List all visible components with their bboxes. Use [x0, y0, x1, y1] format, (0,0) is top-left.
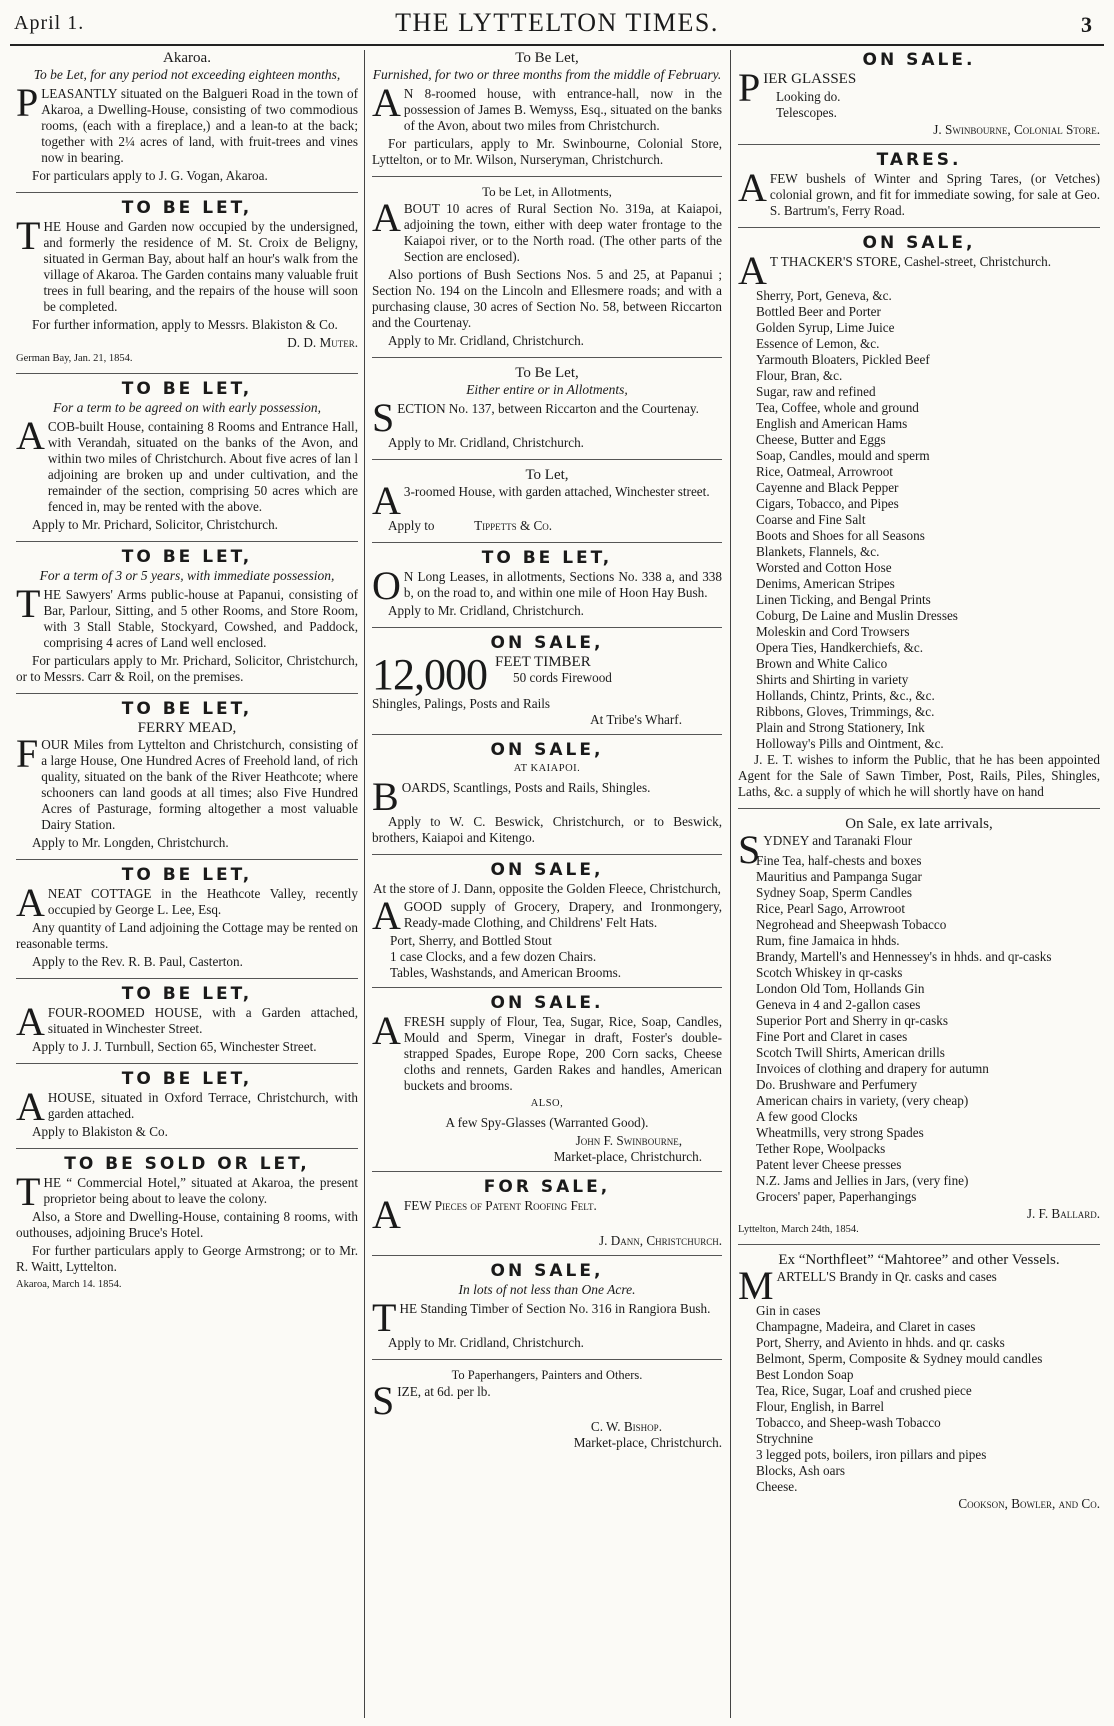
- ad-signature: J. Swinbourne, Colonial Store.: [933, 122, 1100, 137]
- list-item: Golden Syrup, Lime Juice: [756, 320, 895, 335]
- list-item: Belmont, Sperm, Composite & Sydney mould candles: [756, 1351, 1043, 1366]
- ad-sawyers-arms: [16, 549, 358, 694]
- list-item: Port, Sherry, and Bottled Stout: [390, 933, 552, 948]
- list-item: Tea, Rice, Sugar, Loaf and crushed piece: [756, 1383, 972, 1398]
- timber-line: FEET TIMBER: [495, 654, 591, 670]
- ad-subheading: Either entire or in Allotments,: [466, 382, 628, 397]
- list-item: Tea, Coffee, whole and ground: [756, 400, 919, 415]
- ad-roofing-felt: [372, 1179, 722, 1256]
- list-item: Geneva in 4 and 2-gallon cases: [756, 997, 921, 1012]
- list-item: Scotch Twill Shirts, American drills: [756, 1045, 945, 1060]
- list-item: London Old Tom, Hollands Gin: [756, 981, 925, 996]
- ad-apply: For particulars apply to J. G. Vogan, Akaroa.: [32, 168, 268, 183]
- ad-heading: To Let,: [525, 467, 569, 483]
- ad-heading: ON SALE,: [862, 233, 976, 253]
- drop-cap: M: [738, 1263, 774, 1308]
- ad-note: J. E. T. wishes to inform the Public, that he has been appointed Agent for the Sale of Sawn Timber, Post, Rails, Piles, Shingles, Laths, &c. a supply of which he will shortly have on hand: [738, 752, 1100, 799]
- ad-section-137: [372, 365, 722, 460]
- ad-signature: Cookson, Bowler, and Co.: [958, 1496, 1100, 1511]
- list-item: Brandy, Martell's and Hennessey's in hhds. and qr-casks: [756, 949, 1052, 964]
- ad-signature: J. F. Ballard.: [1026, 1206, 1100, 1221]
- list-item: Tobacco, and Sheep-wash Tobacco: [756, 1415, 941, 1430]
- drop-cap: A: [372, 1192, 401, 1237]
- list-item: Tables, Washstands, and American Brooms.: [390, 965, 622, 980]
- ad-heading: Ex “Northfleet” “Mahtoree” and other Vessels.: [778, 1252, 1060, 1268]
- ad-heading: To be Let, in Allotments,: [482, 184, 612, 199]
- ad-akaroa: [16, 50, 358, 193]
- list-item: Rum, fine Jamaica in hhds.: [756, 933, 900, 948]
- drop-cap: O: [372, 563, 401, 608]
- ad-body: ECTION No. 137, between Riccarton and the Courtenay.: [397, 401, 699, 416]
- ad-heading: FOR SALE,: [483, 1177, 611, 1197]
- item-list: [372, 933, 722, 981]
- ad-rangiora: [372, 1263, 722, 1360]
- drop-cap: B: [372, 774, 399, 819]
- column-divider: [364, 50, 365, 1718]
- newspaper-title: THE LYTTELTON TIMES.: [395, 8, 719, 37]
- list-item: Wheatmills, very strong Spades: [756, 1125, 924, 1140]
- ad-heading: TARES.: [876, 150, 962, 170]
- ad-heading: TO BE LET,: [121, 379, 253, 399]
- ad-dateline: Lyttelton, March 24th, 1854.: [738, 1224, 859, 1235]
- ad-ballard: [738, 816, 1100, 1245]
- ad-commercial-hotel: [16, 1156, 358, 1299]
- drop-cap: T: [16, 213, 41, 258]
- ad-subheading: In lots of not less than One Acre.: [458, 1282, 636, 1297]
- ad-apply: For particulars apply to Mr. Prichard, Solicitor, Christchurch, or to Messrs. Carr & Roil, on the premises.: [16, 653, 358, 684]
- list-item: Brown and White Calico: [756, 656, 888, 671]
- ad-apply-name: Tippetts & Co.: [474, 518, 553, 533]
- drop-cap: A: [16, 880, 45, 925]
- ad-dateline: Akaroa, March 14. 1854.: [16, 1279, 122, 1290]
- ad-apply: Apply to Mr. Cridland, Christchurch.: [388, 435, 584, 450]
- list-item: Coarse and Fine Salt: [756, 512, 866, 527]
- ad-tares: [738, 152, 1100, 228]
- ad-apply: Apply to W. C. Beswick, Christchurch, or to Beswick, brothers, Kaiapoi and Kitengo.: [372, 814, 722, 845]
- list-item: Plain and Strong Stationery, Ink: [756, 720, 925, 735]
- list-item: Negrohead and Sheepwash Tobacco: [756, 917, 947, 932]
- ad-subheading: FERRY MEAD,: [137, 720, 237, 736]
- ad-subheading: For a term of 3 or 5 years, with immediate possession,: [39, 568, 335, 583]
- ad-thackers-store: [738, 235, 1100, 809]
- list-item: Cigars, Tobacco, and Pipes: [756, 496, 899, 511]
- ad-body: GOOD supply of Grocery, Drapery, and Ironmongery, Ready-made Clothing, and Childrens' Felt Hats.: [403, 899, 722, 930]
- drop-cap: A: [738, 165, 767, 210]
- list-item: N.Z. Jams and Jellies in Jars, (very fine): [756, 1173, 969, 1188]
- ad-body: HE Sawyers' Arms public-house at Papanui, consisting of Bar, Parlour, Sitting, and 5 other Rooms, and Store Room, with 3 Stall Stable, Stockyard, Cowshed, and Paddock, comprising 4 acres of Land well enclosed.: [43, 587, 358, 650]
- item-list: [738, 89, 1100, 121]
- ad-timber: [372, 635, 722, 735]
- ad-four-roomed-house: [16, 986, 358, 1064]
- ad-apply: For further particulars apply to George Armstrong; or to Mr. R. Waitt, Lyttelton.: [16, 1243, 358, 1274]
- item-list: [738, 288, 1100, 752]
- column-1: [16, 50, 358, 1718]
- list-item: Moleskin and Cord Trowsers: [756, 624, 910, 639]
- list-item: Sydney Soap, Sperm Candles: [756, 885, 913, 900]
- ad-long-leases: [372, 550, 722, 628]
- ad-heading: TO BE LET,: [121, 699, 253, 719]
- ad-cottage: [16, 867, 358, 979]
- ad-heading: On Sale, ex late arrivals,: [845, 816, 993, 832]
- ad-body: FRESH supply of Flour, Tea, Sugar, Rice, Soap, Candles, Mould and Sperm, Vinegar in draft, Foster's double-strapped Spades, Europe Rope, 200 Corn sacks, Cheese cloths and rennets, Garden Rakes and handles, American buckets and brooms.: [403, 1014, 722, 1093]
- list-item: Soap, Candles, mould and sperm: [756, 448, 930, 463]
- ad-fresh-supply: [372, 995, 722, 1172]
- ad-heading: TO BE LET,: [121, 865, 253, 885]
- ad-body: IZE, at 6d. per lb.: [397, 1384, 491, 1399]
- ad-heading: ON SALE,: [490, 740, 604, 760]
- ad-apply: Apply to Mr. Cridland, Christchurch.: [388, 333, 584, 348]
- ad-apply: Apply to the Rev. R. B. Paul, Casterton.: [32, 954, 243, 969]
- drop-cap: S: [372, 395, 395, 440]
- ad-extra: Also, a Store and Dwelling-House, containing 8 rooms, with outhouses, adjoining Bruce's Hotel.: [16, 1209, 358, 1240]
- ad-extra: Any quantity of Land adjoining the Cottage may be rented on reasonable terms.: [16, 920, 358, 951]
- list-item: Superior Port and Sherry in qr-casks: [756, 1013, 949, 1028]
- ad-signature: D. D. Muter.: [287, 335, 358, 350]
- list-item: Essence of Lemon, &c.: [756, 336, 880, 351]
- masthead: [14, 8, 1100, 38]
- ad-apply-label: Apply to: [388, 518, 435, 533]
- list-item: Blocks, Ash oars: [756, 1463, 846, 1478]
- ad-allotments: [372, 184, 722, 358]
- list-item: Bottled Beer and Porter: [756, 304, 881, 319]
- list-item: Shirts and Shirting in variety: [756, 672, 909, 687]
- list-item: Holloway's Pills and Ointment, &c.: [756, 736, 944, 751]
- list-item: Sugar, raw and refined: [756, 384, 876, 399]
- item-list: [738, 1303, 1100, 1495]
- ad-subheading: AT KAIAPOI.: [513, 763, 581, 774]
- drop-cap: A: [372, 80, 401, 125]
- list-item: Sherry, Port, Geneva, &c.: [756, 288, 892, 303]
- ad-subheading: To be Let, for any period not exceeding eighteen months,: [33, 67, 341, 82]
- list-item: Fine Port and Claret in cases: [756, 1029, 908, 1044]
- ad-body: HE House and Garden now occupied by the undersigned, and formerly the residence of M. St. Croix de Beligny, situated in German Bay, about half an hour's walk from the village of Akaroa. The Garden contains many valuable fruit trees in full bearing, and the repairs of the house will soon be completed.: [43, 219, 358, 314]
- issue-date: April 1.: [14, 12, 85, 34]
- timber-quantity: 12,000: [372, 650, 487, 699]
- ad-three-roomed-house: [372, 467, 722, 543]
- ad-extra: A few Spy-Glasses (Warranted Good).: [445, 1115, 649, 1130]
- drop-cap: T: [16, 1169, 41, 1214]
- column-divider: [730, 50, 731, 1718]
- ad-apply: For particulars, apply to Mr. Swinbourne, Colonial Store, Lyttelton, or to Mr. Wilson, Nurseryman, Christchurch.: [372, 136, 722, 167]
- list-item: Strychnine: [756, 1431, 814, 1446]
- list-item: Port, Sherry, and Aviento in hhds. and qr. casks: [756, 1335, 1005, 1350]
- ad-body: OUR Miles from Lyttelton and Christchurch, consisting of a large House, One Hundred Acres of Freehold land, of rich quality, situated on the bank of the River Heathcote; where schooners can land goods at all times; also Five Hundred Acres of Pasturage, forming altogether a most valuable Dairy Station.: [41, 737, 358, 832]
- ad-heading: TO BE LET,: [121, 1069, 253, 1089]
- list-item: 1 case Clocks, and a few dozen Chairs.: [390, 949, 597, 964]
- list-item: Fine Tea, half-chests and boxes: [756, 853, 922, 868]
- ad-heading: To Paperhangers, Painters and Others.: [451, 1368, 643, 1382]
- ad-subheading: For a term to be agreed on with early possession,: [53, 400, 321, 415]
- timber-line: At Tribe's Wharf.: [590, 712, 682, 727]
- ad-heading: TO BE LET,: [121, 547, 253, 567]
- list-item: Grocers' paper, Paperhangings: [756, 1189, 917, 1204]
- list-item: 3 legged pots, boilers, iron pillars and pipes: [756, 1447, 987, 1462]
- ad-body: N 8-roomed house, with entrance-hall, now in the possession of James B. Wemyss, Esq., situated on the banks of the Avon, about two miles from Christchurch.: [403, 86, 722, 133]
- ad-apply: Apply to Mr. Cridland, Christchurch.: [388, 1335, 584, 1350]
- ad-body: NEAT COTTAGE in the Heathcote Valley, recently occupied by George L. Lee, Esq.: [47, 886, 358, 917]
- ad-furnished: [372, 50, 722, 177]
- ad-body: T THACKER'S STORE, Cashel-street, Christchurch.: [769, 254, 1052, 269]
- drop-cap: A: [16, 999, 45, 1044]
- ad-subheading: Furnished, for two or three months from the middle of February.: [372, 67, 722, 82]
- list-item: Champagne, Madeira, and Claret in cases: [756, 1319, 976, 1334]
- ad-body: ARTELL'S Brandy in Qr. casks and cases: [776, 1269, 997, 1284]
- ad-apply: Apply to Mr. Prichard, Solicitor, Christchurch.: [32, 517, 278, 532]
- ad-body: FEW Pieces of Patent Roofing Felt.: [403, 1198, 597, 1213]
- drop-cap: A: [372, 1008, 401, 1053]
- ad-body: FOUR-ROOMED HOUSE, with a Garden attached, situated in Winchester Street.: [47, 1005, 358, 1036]
- ad-heading: To Be Let,: [515, 365, 579, 381]
- ad-body: HOUSE, situated in Oxford Terrace, Christchurch, with garden attached.: [47, 1090, 358, 1121]
- list-item: English and American Hams: [756, 416, 908, 431]
- ad-dateline: German Bay, Jan. 21, 1854.: [16, 353, 133, 364]
- ad-body: FEW bushels of Winter and Spring Tares, (or Vetches) colonial grown, and fit for immediate sowing, for sale at Geo. S. Bartrum's, Ferry Road.: [769, 171, 1100, 218]
- masthead-rule: [10, 44, 1104, 46]
- drop-cap: A: [738, 248, 767, 293]
- page-number: 3: [1081, 12, 1092, 37]
- list-item: Gin in cases: [756, 1303, 821, 1318]
- list-item: Opera Ties, Handkerchiefs, &c.: [756, 640, 924, 655]
- drop-cap: P: [738, 65, 761, 110]
- list-item: Cheese, Butter and Eggs: [756, 432, 886, 447]
- list-item: Cheese.: [756, 1479, 798, 1494]
- ad-cob-house: [16, 381, 358, 542]
- list-item: Do. Brushware and Perfumery: [756, 1077, 918, 1092]
- ad-body: HE “ Commercial Hotel,” situated at Akaroa, the present proprietor being about to leave the colony.: [43, 1175, 358, 1206]
- ad-german-bay: [16, 200, 358, 374]
- column-2: [372, 50, 722, 1718]
- ad-intro: At the store of J. Dann, opposite the Golden Fleece, Christchurch,: [373, 881, 721, 896]
- timber-line: 50 cords Firewood: [513, 670, 612, 685]
- drop-cap: T: [372, 1295, 397, 1340]
- drop-cap: S: [738, 827, 761, 872]
- timber-line: Shingles, Palings, Posts and Rails: [372, 696, 551, 711]
- list-item: Yarmouth Bloaters, Pickled Beef: [756, 352, 930, 367]
- drop-cap: A: [16, 413, 45, 458]
- list-item: Scotch Whiskey in qr-casks: [756, 965, 903, 980]
- ad-body: 3-roomed House, with garden attached, Winchester street.: [403, 484, 710, 499]
- ad-northfleet: [738, 1252, 1100, 1518]
- ad-body: IER GLASSES: [763, 71, 857, 87]
- drop-cap: S: [372, 1378, 395, 1423]
- list-item: Flour, English, in Barrel: [756, 1399, 885, 1414]
- list-item: Boots and Shoes for all Seasons: [756, 528, 925, 543]
- ad-heading: ON SALE,: [490, 1261, 604, 1281]
- ad-oxford-terrace: [16, 1071, 358, 1149]
- ad-apply: Apply to J. J. Turnbull, Section 65, Winchester Street.: [32, 1039, 317, 1054]
- list-item: Mauritius and Pampanga Sugar: [756, 869, 922, 884]
- drop-cap: A: [372, 478, 401, 523]
- drop-cap: F: [16, 731, 39, 776]
- ad-heading: TO BE LET,: [121, 198, 253, 218]
- ad-body: OARDS, Scantlings, Posts and Rails, Shingles.: [401, 780, 651, 795]
- ad-heading: ON SALE.: [490, 993, 604, 1013]
- item-list: [738, 853, 1100, 1205]
- list-item: Hollands, Chintz, Prints, &c., &c.: [756, 688, 935, 703]
- list-item: American chairs in variety, (very cheap): [756, 1093, 969, 1108]
- ad-heading: To Be Let,: [515, 50, 579, 66]
- list-item: Blankets, Flannels, &c.: [756, 544, 880, 559]
- ad-heading: ON SALE,: [490, 633, 604, 653]
- ad-body: YDNEY and Taranaki Flour: [763, 833, 913, 848]
- list-item: Cayenne and Black Pepper: [756, 480, 899, 495]
- ad-apply: Apply to Mr. Cridland, Christchurch.: [388, 603, 584, 618]
- ad-heading: TO BE LET,: [481, 548, 613, 568]
- list-item: Tether Rope, Woolpacks: [756, 1141, 886, 1156]
- list-item: Linen Ticking, and Bengal Prints: [756, 592, 931, 607]
- drop-cap: A: [372, 195, 401, 240]
- ad-heading: Akaroa.: [163, 50, 211, 66]
- list-item: Ribbons, Gloves, Trimmings, &c.: [756, 704, 935, 719]
- ad-body: N Long Leases, in allotments, Sections No. 338 a, and 338 b, on the road to, and within one mile of Hoon Hay Bush.: [403, 569, 722, 600]
- list-item: A few good Clocks: [756, 1109, 858, 1124]
- list-item: Rice, Oatmeal, Arrowroot: [756, 464, 893, 479]
- ad-signature: J. Dann, Christchurch.: [599, 1233, 722, 1248]
- ad-body: BOUT 10 acres of Rural Section No. 319a, at Kaiapoi, adjoining the town, either with deep water frontage to the Kaiapoi river, or to the North road. (The other parts of the Section are enclosed).: [403, 201, 722, 264]
- list-item: Flour, Bran, &c.: [756, 368, 843, 383]
- ad-extra: Also portions of Bush Sections Nos. 5 and 25, at Papanui ; Section No. 194 on the Lincoln and Ellesmere roads; and with a purchasing clause, 30 acres of Section No. 58, between Riccarton and the Courtenay.: [372, 267, 722, 330]
- ad-ferry-mead: [16, 701, 358, 860]
- ad-apply: For further information, apply to Messrs. Blakiston & Co.: [32, 317, 338, 332]
- ad-apply: Apply to Mr. Longden, Christchurch.: [32, 835, 229, 850]
- list-item: Denims, American Stripes: [756, 576, 895, 591]
- list-item: Rice, Pearl Sago, Arrowroot: [756, 901, 906, 916]
- ad-body: COB-built House, containing 8 Rooms and Entrance Hall, with Verandah, situated on the banks of the Avon, and within two miles of Christchurch. About five acres of lan l adjoining are broken up and under cultivation, and the remainder of the section, comprising 50 acres which are fenced in, may be rented with the above.: [47, 419, 358, 514]
- column-3: [738, 50, 1100, 1718]
- ad-signature: C. W. Bishop.: [590, 1419, 662, 1434]
- list-item: Patent lever Cheese presses: [756, 1157, 902, 1172]
- ad-body: LEASANTLY situated on the Balgueri Road in the town of Akaroa, a Dwelling-House, consisting of two commodious rooms, (each with a fireplace,) and a lean-to at the back; together with 2¼ acres of land, with fruit-trees and vines now in bearing.: [41, 86, 358, 165]
- ad-body: HE Standing Timber of Section No. 316 in Rangiora Bush.: [399, 1301, 711, 1316]
- ad-heading: TO BE SOLD OR LET,: [64, 1154, 310, 1174]
- ad-apply: Apply to Blakiston & Co.: [32, 1124, 168, 1139]
- ad-size: [372, 1367, 722, 1457]
- ad-also: ALSO,: [530, 1098, 564, 1109]
- ad-dann-store: [372, 862, 722, 988]
- ad-kaiapoi: [372, 742, 722, 855]
- drop-cap: A: [372, 893, 401, 938]
- list-item: Invoices of clothing and drapery for autumn: [756, 1061, 989, 1076]
- list-item: Best London Soap: [756, 1367, 854, 1382]
- ad-pier-glasses: [738, 52, 1100, 145]
- ad-heading: TO BE LET,: [121, 984, 253, 1004]
- ad-heading: ON SALE.: [862, 50, 976, 70]
- list-item: Telescopes.: [776, 105, 837, 120]
- list-item: Coburg, De Laine and Muslin Dresses: [756, 608, 958, 623]
- ad-place: Market-place, Christchurch.: [573, 1435, 722, 1450]
- drop-cap: P: [16, 80, 39, 125]
- ad-signature: John F. Swinbourne,: [575, 1133, 682, 1148]
- ad-place: Market-place, Christchurch.: [553, 1149, 702, 1164]
- list-item: Looking do.: [776, 89, 841, 104]
- drop-cap: A: [16, 1084, 45, 1129]
- ad-heading: ON SALE,: [490, 860, 604, 880]
- drop-cap: T: [16, 581, 41, 626]
- list-item: Worsted and Cotton Hose: [756, 560, 892, 575]
